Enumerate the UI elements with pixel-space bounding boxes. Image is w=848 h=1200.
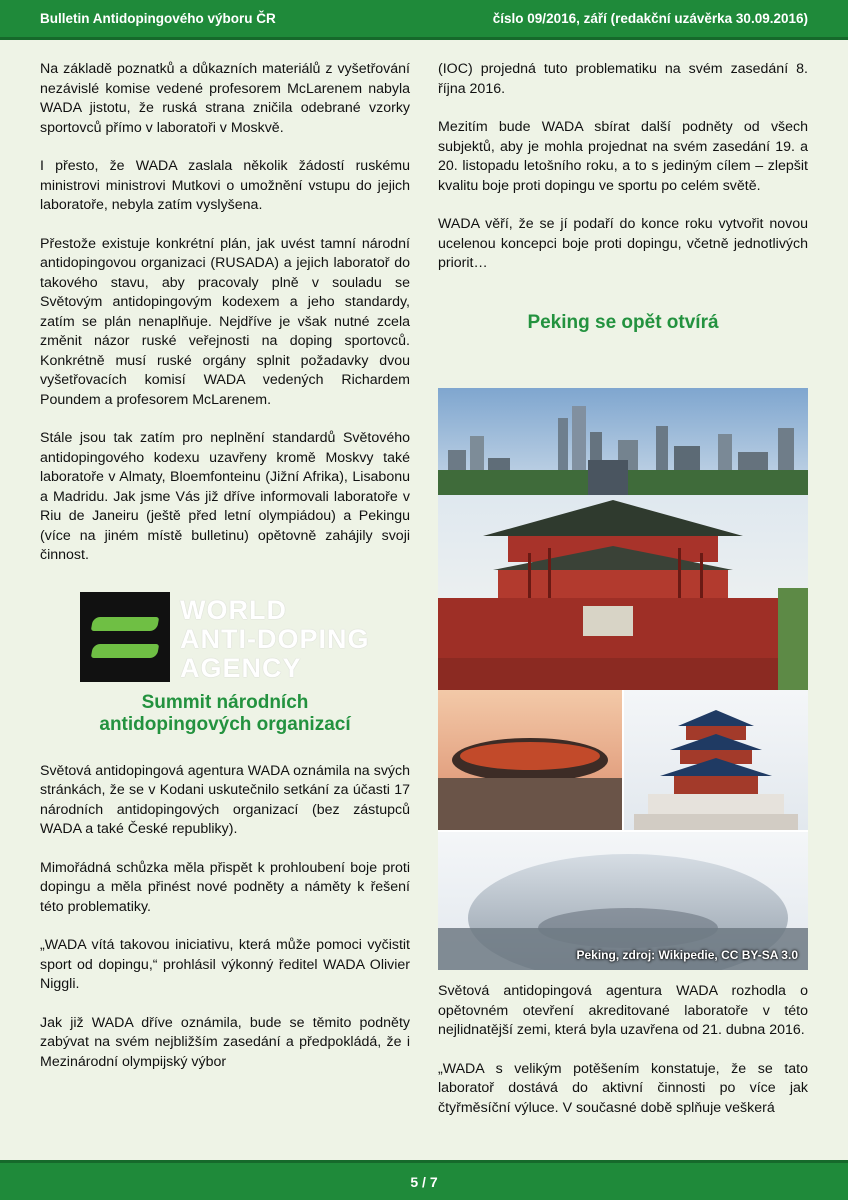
page-number: 5 / 7 bbox=[410, 1173, 438, 1190]
paragraph: (IOC) projedná tuto problematiku na svém zasedání 8. října 2016. bbox=[438, 61, 808, 97]
bulletin-title: Bulletin Antidopingového výboru ČR bbox=[40, 11, 276, 26]
right-column bbox=[438, 60, 808, 334]
paragraph: I přesto, že WADA zaslala několik žádostí ruskému ministrovi ministrovi Mutkovi o umožnění vstupu do jejich laboratoře, nebyla zatím vyslyšena. bbox=[40, 158, 410, 213]
wada-logo bbox=[80, 592, 370, 682]
issue-info: číslo 09/2016, září (redakční uzávěrka 30.09.2016) bbox=[492, 11, 808, 26]
section-heading-peking: Peking se opět otvírá bbox=[527, 311, 719, 333]
temple-of-heaven-photo bbox=[624, 690, 808, 830]
paragraph: Mimořádná schůzka měla přispět k prohloubení boje proti dopingu a měla přinést nové podněty a náměty k řešení této problematiky. bbox=[40, 859, 410, 915]
birds-nest-photo bbox=[438, 690, 622, 830]
paragraph: „WADA s velikým potěšením konstatuje, že se tato laboratoř dostává do aktivní činnosti po více jak čtyřměsíční výluce. V současné době splňuje veškerá bbox=[438, 1060, 808, 1116]
paragraph: „WADA vítá takovou iniciativu, která může pomoci vyčistit sport od dopingu,“ prohlásil výkonný ředitel WADA Olivier Niggli. bbox=[40, 937, 410, 992]
beijing-photo-collage bbox=[438, 388, 808, 970]
left-column bbox=[40, 60, 410, 1091]
photo-caption: Peking, zdroj: Wikipedie, CC BY-SA 3.0 bbox=[576, 948, 798, 962]
page-header bbox=[0, 0, 848, 40]
paragraph: Světová antidopingová agentura WADA rozhodla o opětovném otevření akreditované laboratoře v této nejlidnatější zemi, která byla uzavřena od 21. dubna 2016. bbox=[438, 983, 808, 1038]
wada-logo-mark bbox=[80, 592, 170, 682]
paragraph: Stále jsou tak zatím pro neplnění standardů Světového antidopingového kodexu uzavřeny kromě Moskvy také laboratoře v Almaty, Bloemfonteinu (Jižní Afrika), Lisabonu a Madridu. Jak jsme Vás již dříve informovali laboratoře v Riu de Janeiru (ještě před letní olympiádou) a Pekingu (více na jiném místě bulletinu) opětovně zahájily svoji činnost. bbox=[40, 430, 410, 563]
paragraph: Mezitím bude WADA sbírat další podněty od všech subjektů, aby je mohla projednat na svém zasedání 19. a 20. listopadu letošního roku, a to s jediným cílem – zlepšit kvalitu boje proti dopingu ve sportu po celém světě. bbox=[438, 119, 808, 194]
paragraph: Na základě poznatků a důkazních materiálů z vyšetřování nezávislé komise vedené profesorem McLarenem nabyla WADA jistotu, že ruská strana zničila odebrané vzorky sportovců přímo v laboratoři v Moskvě. bbox=[40, 61, 410, 136]
skyline-photo bbox=[438, 388, 808, 495]
page-footer bbox=[0, 1160, 848, 1200]
section-heading-summit: Summit národních antidopingových organizací bbox=[99, 691, 351, 735]
paragraph: WADA věří, že se jí podaří do konce roku vytvořit novou ucelenou koncepci boje proti dopingu, včetně jednotlivých priorit… bbox=[438, 216, 808, 271]
paragraph: Světová antidopingová agentura WADA oznámila na svých stránkách, že se v Kodani uskutečnilo setkání za účasti 17 národních antidopingových organizací (bez zástupců WADA a také České republiky). bbox=[40, 762, 410, 837]
tiananmen-photo bbox=[438, 495, 808, 690]
right-column-continued bbox=[438, 982, 808, 1137]
paragraph: Jak již WADA dříve oznámila, bude se těmito podněty zabývat na svém nejbližším zasedání a předpokládá, že i Mezinárodní olympijský výbor bbox=[40, 1014, 410, 1070]
wada-logo-text: WORLD ANTI-DOPING AGENCY bbox=[180, 594, 370, 683]
paragraph: Přestože existuje konkrétní plán, jak uvést tamní národní antidopingovou organizaci (RUSADA) a jejich laboratoř do takového stavu, aby pracovaly plně v souladu se Světovým antidopingovým kodexem a jeho standardy, zatím se plán nenaplňuje. Nejdříve je však nutné zcela změnit názor ruské veřejnosti na doping sportovců. Konkrétně musí ruské orgány splnit požadavky dvou vyšetřovacích komisí WADA vedených Richardem Poundem a profesorem McLarenem. bbox=[40, 235, 410, 408]
